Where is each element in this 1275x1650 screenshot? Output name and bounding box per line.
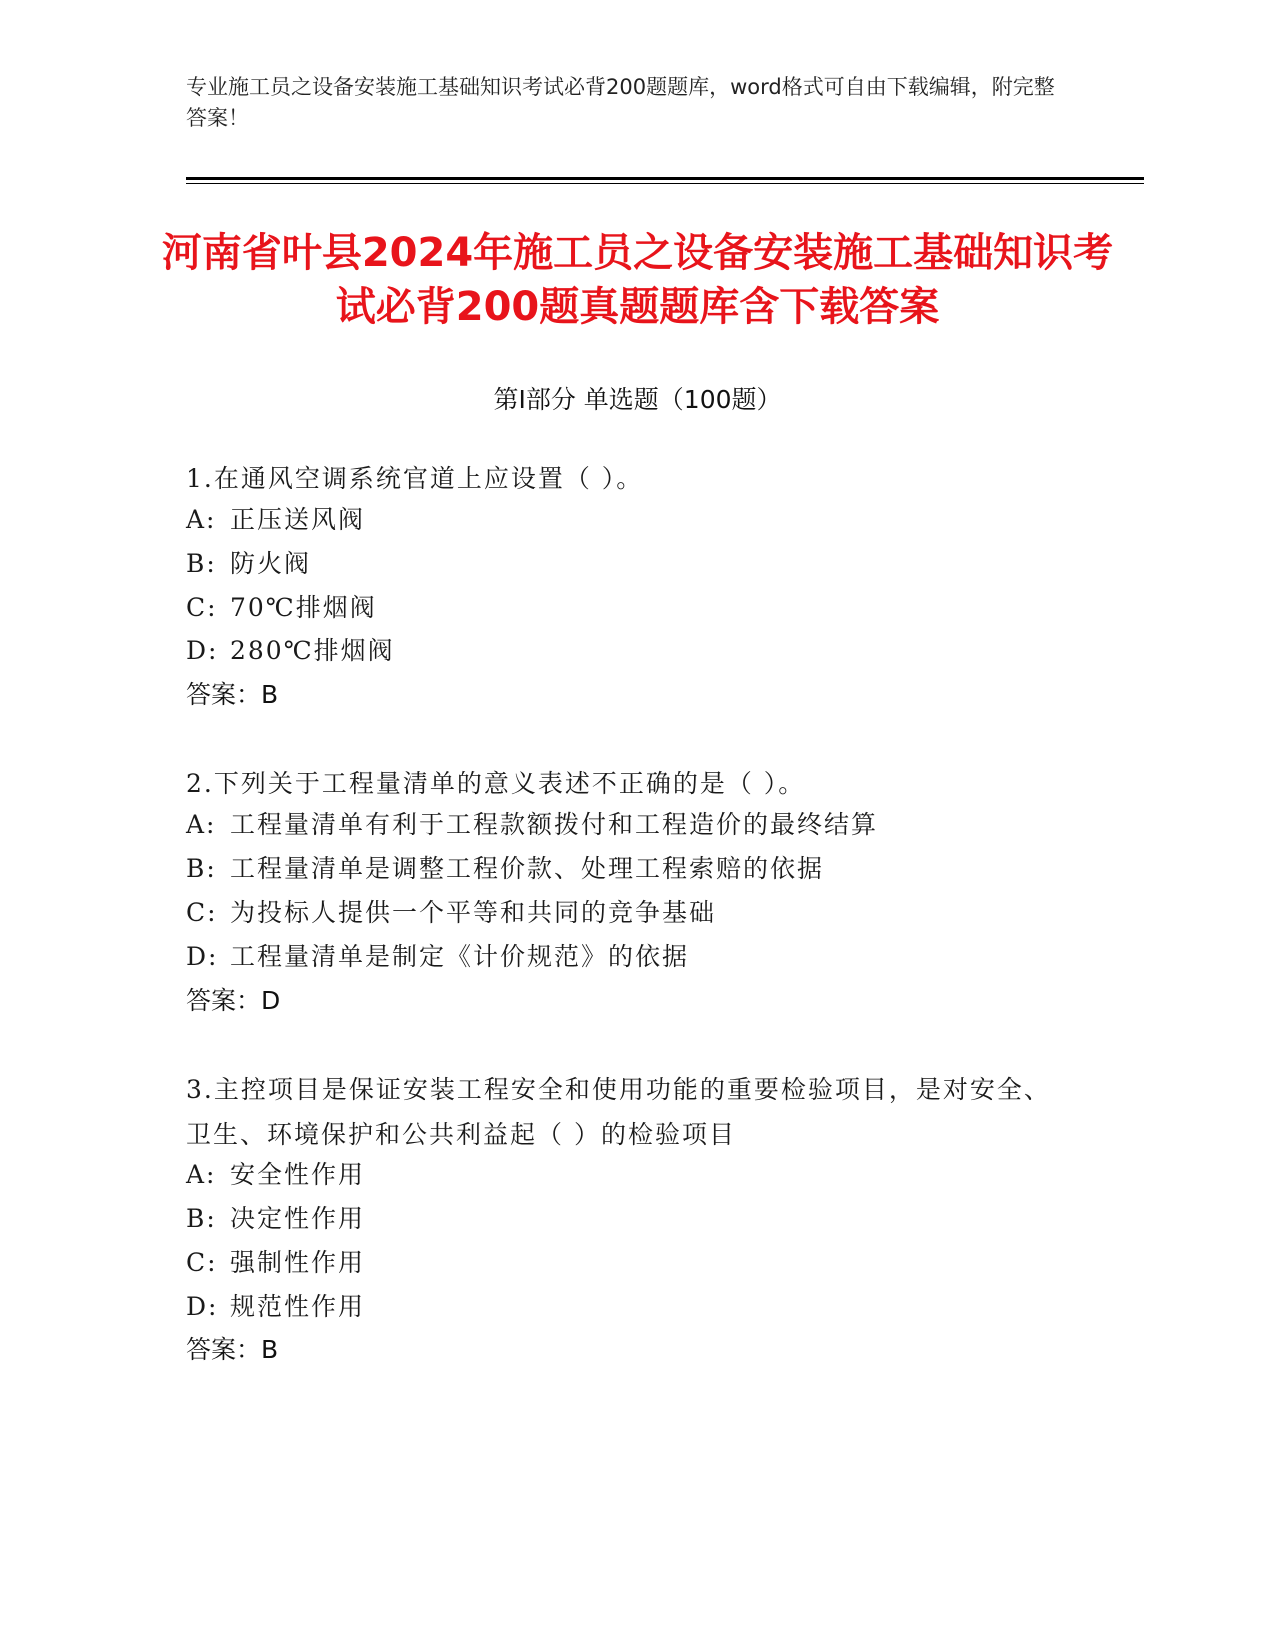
question-3-option-c: [186, 1246, 1066, 1280]
section-title: 第Ⅰ部分 单选题（100题）: [493, 385, 782, 414]
question-2-option-b: [186, 852, 1066, 886]
option-letter: C:: [186, 593, 218, 622]
question-3-answer: 答案：B: [186, 1335, 279, 1364]
question-2-option-a: [186, 808, 1066, 842]
option-text: 工程量清单有利于工程款额拨付和工程造价的最终结算: [230, 810, 879, 839]
option-letter: D:: [186, 1292, 219, 1321]
question-3-option-b: [186, 1202, 1066, 1236]
option-text: 280℃排烟阀: [230, 636, 395, 665]
option-letter: A:: [186, 810, 217, 839]
option-text: 工程量清单是制定《计价规范》的依据: [230, 942, 690, 971]
question-1-answer: 答案：B: [186, 680, 279, 709]
option-text: 70℃排烟阀: [230, 593, 377, 622]
question-3-text: 3.主控项目是保证安装工程安全和使用功能的重要检验项目，是对安全、卫生、环境保护和公共利益起（ ）的检验项目: [186, 1075, 1051, 1149]
question-2-option-d: [186, 940, 1066, 974]
option-letter: A:: [186, 1160, 217, 1189]
option-letter: B:: [186, 1204, 217, 1233]
question-2-option-c: [186, 896, 1066, 930]
question-1-option-b: [186, 547, 1066, 581]
header-rule-thin: [186, 183, 1144, 184]
question-3-option-d: [186, 1290, 1066, 1324]
question-1-option-a: [186, 503, 1066, 537]
option-letter: D:: [186, 636, 219, 665]
option-text: 为投标人提供一个平等和共同的竞争基础: [230, 898, 717, 927]
question-3-option-a: [186, 1158, 1066, 1192]
question-1-text: 1.在通风空调系统官道上应设置（ ）。: [186, 464, 644, 493]
option-letter: C:: [186, 898, 218, 927]
option-text: 强制性作用: [230, 1248, 366, 1277]
option-text: 安全性作用: [230, 1160, 366, 1189]
option-text: 规范性作用: [230, 1292, 366, 1321]
option-text: 防火阀: [230, 549, 312, 578]
option-text: 决定性作用: [230, 1204, 366, 1233]
option-letter: B:: [186, 854, 217, 883]
option-letter: B:: [186, 549, 217, 578]
question-1-option-c: [186, 591, 1066, 625]
header-rule-thick: [186, 177, 1144, 180]
option-letter: A:: [186, 505, 217, 534]
option-letter: D:: [186, 942, 219, 971]
option-letter: C:: [186, 1248, 218, 1277]
question-2-text: 2.下列关于工程量清单的意义表述不正确的是（ ）。: [186, 769, 806, 798]
question-2-answer: 答案：D: [186, 986, 281, 1015]
header-note: 专业施工员之设备安装施工基础知识考试必背200题题库，word格式可自由下载编辑，附完整答案！: [186, 75, 1055, 130]
question-1-option-d: [186, 634, 1066, 668]
option-text: 工程量清单是调整工程价款、处理工程索赔的依据: [230, 854, 825, 883]
option-text: 正压送风阀: [230, 505, 366, 534]
document-title: 河南省叶县2024年施工员之设备安装施工基础知识考试必背200题真题题库含下载答案: [161, 230, 1114, 330]
